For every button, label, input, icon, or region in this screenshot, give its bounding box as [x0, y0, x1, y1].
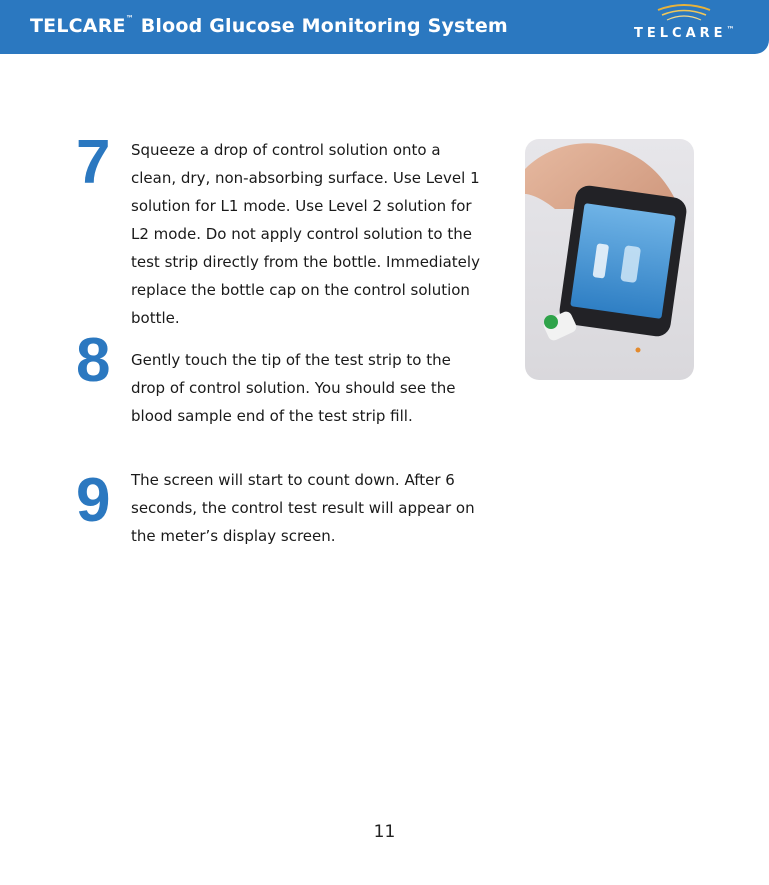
- step-text: Squeeze a drop of control solution onto a clean, dry, non-absorbing surface. Use Level 1 solution for L1 mode. Use Level 2 solution for L2 mode. Do not apply control solution to the test strip directly from the bottle. Immediately replace the bottle cap on the control solution bottle.: [131, 141, 480, 327]
- step-number: 9: [76, 466, 111, 535]
- meter-photo-illustration: [525, 139, 694, 380]
- header-title: [30, 15, 508, 37]
- logo-arcs-icon: [654, 2, 714, 24]
- header-title-rest: Blood Glucose Monitoring System: [133, 15, 508, 37]
- page-number: 11: [373, 822, 396, 842]
- header-title-brand: TELCARE: [30, 15, 126, 37]
- logo-wordmark: [634, 26, 738, 41]
- step-number: 8: [76, 326, 111, 395]
- step-number: 7: [76, 128, 111, 197]
- header-title-tm: ™: [125, 14, 134, 23]
- step-text: The screen will start to count down. After 6 seconds, the control test result will appear on the meter’s display screen.: [131, 471, 475, 545]
- telcare-logo: [634, 2, 738, 50]
- logo-word: TELCARE: [634, 26, 727, 41]
- logo-tm: ™: [726, 25, 739, 34]
- page-header: [0, 0, 769, 54]
- step-text: Gently touch the tip of the test strip to the drop of control solution. You should see the blood sample end of the test strip fill.: [131, 351, 456, 425]
- meter-photo: [525, 139, 694, 380]
